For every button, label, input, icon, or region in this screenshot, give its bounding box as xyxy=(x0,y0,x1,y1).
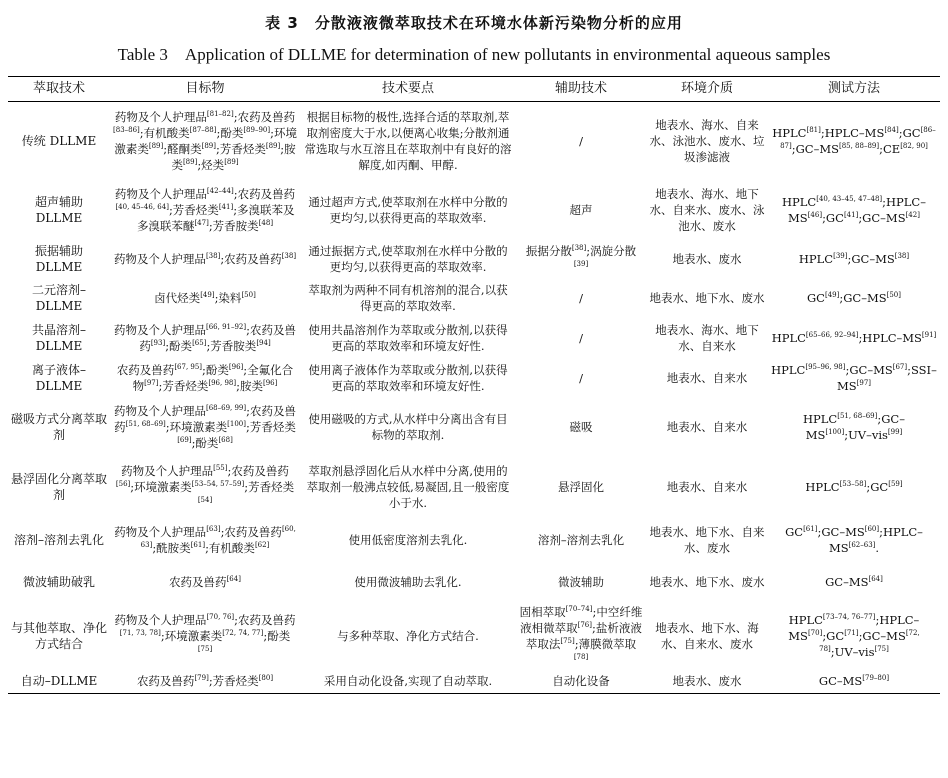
auxiliary-technique-cell: 微波辅助 xyxy=(558,574,604,589)
auxiliary-technique-cell: 固相萃取[70–74];中空纤维液相微萃取[76];盐析液液萃取法[75];薄膜微萃取[78] xyxy=(519,604,643,661)
test-method-cell: HPLC[95–96, 98];GC–MS[67];SSI–MS[97] xyxy=(771,362,937,393)
target-analytes-cell: 农药及兽药[64] xyxy=(169,574,241,589)
technical-points-cell: 根据目标物的极性,选择合适的萃取剂,萃取剂密度大于水,以便离心收集;分散剂通常选取与水互溶且在萃取剂中有良好的溶解度,如丙酮、甲醇. xyxy=(304,109,512,172)
header-target-analytes: 目标物 xyxy=(110,77,300,102)
table-row xyxy=(8,180,940,240)
table-row xyxy=(8,602,940,670)
environmental-medium-cell: 地表水、废水 xyxy=(672,251,742,266)
extraction-technique-cell: 共晶溶剂–DLLME xyxy=(31,322,86,353)
auxiliary-technique-cell: 溶剂–溶剂去乳化 xyxy=(537,532,625,547)
table-row xyxy=(8,278,940,318)
extraction-technique-cell: 与其他萃取、净化方式结合 xyxy=(11,620,108,651)
table-row xyxy=(8,240,940,278)
header-environmental-medium: 环境介质 xyxy=(646,77,768,102)
extraction-technique-cell: 磁吸方式分离萃取剂 xyxy=(11,411,108,442)
environmental-medium-cell: 地表水、海水、地下水、自来水、废水、泳池水、废水 xyxy=(649,186,765,233)
table-row xyxy=(8,670,940,694)
target-analytes-cell: 药物及个人护理品[63];农药及兽药[60, 63];酰胺类[61];有机酸类[62] xyxy=(114,524,296,555)
target-analytes-cell: 药物及个人护理品[70, 76];农药及兽药[71, 73, 78];环境激素类[72, 74, 77];酚类[75] xyxy=(114,612,296,653)
environmental-medium-cell: 地表水、废水 xyxy=(646,670,768,694)
table-title-chinese: 表 3 分散液液微萃取技术在环境水体新污染物分析的应用 xyxy=(265,14,683,32)
extraction-technique-cell: 溶剂–溶剂去乳化 xyxy=(13,532,104,547)
test-method-cell: HPLC[53–58];GC[59] xyxy=(805,479,903,494)
extraction-technique-cell: 二元溶剂–DLLME xyxy=(31,282,86,313)
extraction-technique-cell: 自动–DLLME xyxy=(8,670,110,694)
technical-points-cell: 使用微波辅助去乳化. xyxy=(354,574,462,589)
table-body xyxy=(8,102,940,694)
target-analytes-cell: 药物及个人护理品[68–69, 99];农药及兽药[51, 68–69];环境激素类[100];芳香烃类[69];酚类[68] xyxy=(113,403,296,450)
extraction-technique-cell: 传统 DLLME xyxy=(21,133,97,148)
environmental-medium-cell: 地表水、海水、自来水、泳池水、废水、垃圾渗滤液 xyxy=(649,117,765,164)
table-row xyxy=(8,398,940,456)
technical-points-cell: 通过振据方式,使萃取剂在水样中分散的更均匀,以获得更高的萃取效率. xyxy=(308,243,508,274)
test-method-cell: HPLC[81];HPLC–MS[84];GC[86–87];GC–MS[85, 88–89];CE[82, 90] xyxy=(772,125,936,156)
auxiliary-technique-cell: / xyxy=(579,290,583,305)
header-test-method: 测试方法 xyxy=(768,77,940,102)
table-row xyxy=(8,456,940,518)
test-method-cell: HPLC[40, 43–45, 47–48];HPLC–MS[46];GC[41];GC–MS[42] xyxy=(782,194,926,225)
table-row xyxy=(8,318,940,358)
technical-points-cell: 使用离子液体作为萃取或分散剂,以获得更高的萃取效率和环境友好性. xyxy=(308,362,508,393)
table-row xyxy=(8,102,940,180)
technical-points-cell: 采用自动化设备,实现了自动萃取. xyxy=(300,670,516,694)
auxiliary-technique-cell: 悬浮固化 xyxy=(558,479,604,494)
test-method-cell: GC–MS[79–80] xyxy=(768,670,940,694)
auxiliary-technique-cell: / xyxy=(579,133,583,148)
technical-points-cell: 萃取剂为两种不同有机溶剂的混合,以获得更高的萃取效率. xyxy=(308,282,508,313)
test-method-cell: GC[49];GC–MS[50] xyxy=(806,290,901,305)
test-method-cell: HPLC[51, 68–69];GC–MS[100];UV–vis[99] xyxy=(803,411,905,442)
table-row xyxy=(8,518,940,562)
extraction-technique-cell: 离子液体–DLLME xyxy=(31,362,86,393)
test-method-cell: HPLC[65–66, 92–94];HPLC–MS[91] xyxy=(771,330,937,345)
environmental-medium-cell: 地表水、自来水 xyxy=(666,479,748,494)
target-analytes-cell: 药物及个人护理品[81–82];农药及兽药[83–86];有机酸类[87–88];酚类[89–90];环境激素类[89];醛酮类[89];芳香烃类[89];胺类[89];烃类[89] xyxy=(113,109,297,172)
environmental-medium-cell: 地表水、自来水 xyxy=(666,419,748,434)
technical-points-cell: 通过超声方式,使萃取剂在水样中分散的更均匀,以获得更高的萃取效率. xyxy=(308,194,508,225)
environmental-medium-cell: 地表水、地下水、废水 xyxy=(649,290,765,305)
technical-points-cell: 使用低密度溶剂去乳化. xyxy=(348,532,468,547)
extraction-technique-cell: 微波辅助破乳 xyxy=(22,574,95,589)
table-title-english: Table 3 Application of DLLME for determination of new pollutants in environmental aqueous samples xyxy=(117,45,831,64)
test-method-cell: GC[61];GC–MS[60];HPLC–MS[62–63]. xyxy=(785,524,923,555)
extraction-technique-cell: 超声辅助 DLLME xyxy=(34,194,83,225)
table-header-row xyxy=(8,77,940,102)
target-analytes-cell: 卤代烃类[49];染料[50] xyxy=(154,290,256,305)
test-method-cell: GC–MS[64] xyxy=(825,574,883,589)
table-row xyxy=(8,358,940,398)
target-analytes-cell: 药物及个人护理品[66, 91–92];农药及兽药[93];酚类[65];芳香胺类[94] xyxy=(113,322,296,353)
auxiliary-technique-cell: / xyxy=(579,330,583,345)
table-row xyxy=(8,562,940,602)
environmental-medium-cell: 地表水、自来水 xyxy=(666,370,748,385)
extraction-technique-cell: 悬浮固化分离萃取剂 xyxy=(11,471,108,502)
header-technical-points: 技术要点 xyxy=(300,77,516,102)
environmental-medium-cell: 地表水、海水、地下水、自来水 xyxy=(655,322,759,353)
auxiliary-technique-cell: 振据分散[38];涡旋分散[39] xyxy=(525,243,637,268)
header-auxiliary-technique: 辅助技术 xyxy=(516,77,646,102)
test-method-cell: HPLC[39];GC–MS[38] xyxy=(798,251,910,266)
target-analytes-cell: 药物及个人护理品[42–44];农药及兽药[40, 45–46, 64];芳香烃类[41];多溴联苯及多溴联苯醚[47];芳香胺类[48] xyxy=(114,186,296,233)
technical-points-cell: 使用共晶溶剂作为萃取或分散剂,以获得更高的萃取效率和环境友好性. xyxy=(308,322,508,353)
technical-points-cell: 与多种萃取、净化方式结合. xyxy=(337,628,479,643)
test-method-cell: HPLC[73–74, 76–77];HPLC–MS[70];GC[71];GC–MS[72, 78];UV–vis[75] xyxy=(788,612,920,659)
technical-points-cell: 使用磁吸的方式,从水样中分离出含有目标物的萃取剂. xyxy=(308,411,508,442)
header-extraction-technique: 萃取技术 xyxy=(8,77,110,102)
target-analytes-cell: 药物及个人护理品[38];农药及兽药[38] xyxy=(113,251,297,266)
auxiliary-technique-cell: / xyxy=(579,370,583,385)
environmental-medium-cell: 地表水、地下水、海水、自来水、废水 xyxy=(655,620,759,651)
target-analytes-cell: 农药及兽药[67, 95];酚类[96];全氟化合物[97];芳香烃类[96, 98];胺类[96] xyxy=(116,362,294,393)
dllme-application-table xyxy=(8,76,940,694)
environmental-medium-cell: 地表水、地下水、自来水、废水 xyxy=(649,524,765,555)
extraction-technique-cell: 振据辅助 DLLME xyxy=(34,243,83,274)
environmental-medium-cell: 地表水、地下水、废水 xyxy=(649,574,765,589)
auxiliary-technique-cell: 磁吸 xyxy=(569,419,593,434)
target-analytes-cell: 药物及个人护理品[55];农药及兽药[56];环境激素类[53–54, 57–59];芳香烃类[54] xyxy=(115,463,295,504)
target-analytes-cell: 农药及兽药[79];芳香烃类[80] xyxy=(110,670,300,694)
auxiliary-technique-cell: 超声 xyxy=(569,202,593,217)
technical-points-cell: 萃取剂悬浮固化后从水样中分离,使用的萃取剂一般沸点较低,易凝固,且一般密度小于水. xyxy=(306,463,510,510)
auxiliary-technique-cell: 自动化设备 xyxy=(516,670,646,694)
